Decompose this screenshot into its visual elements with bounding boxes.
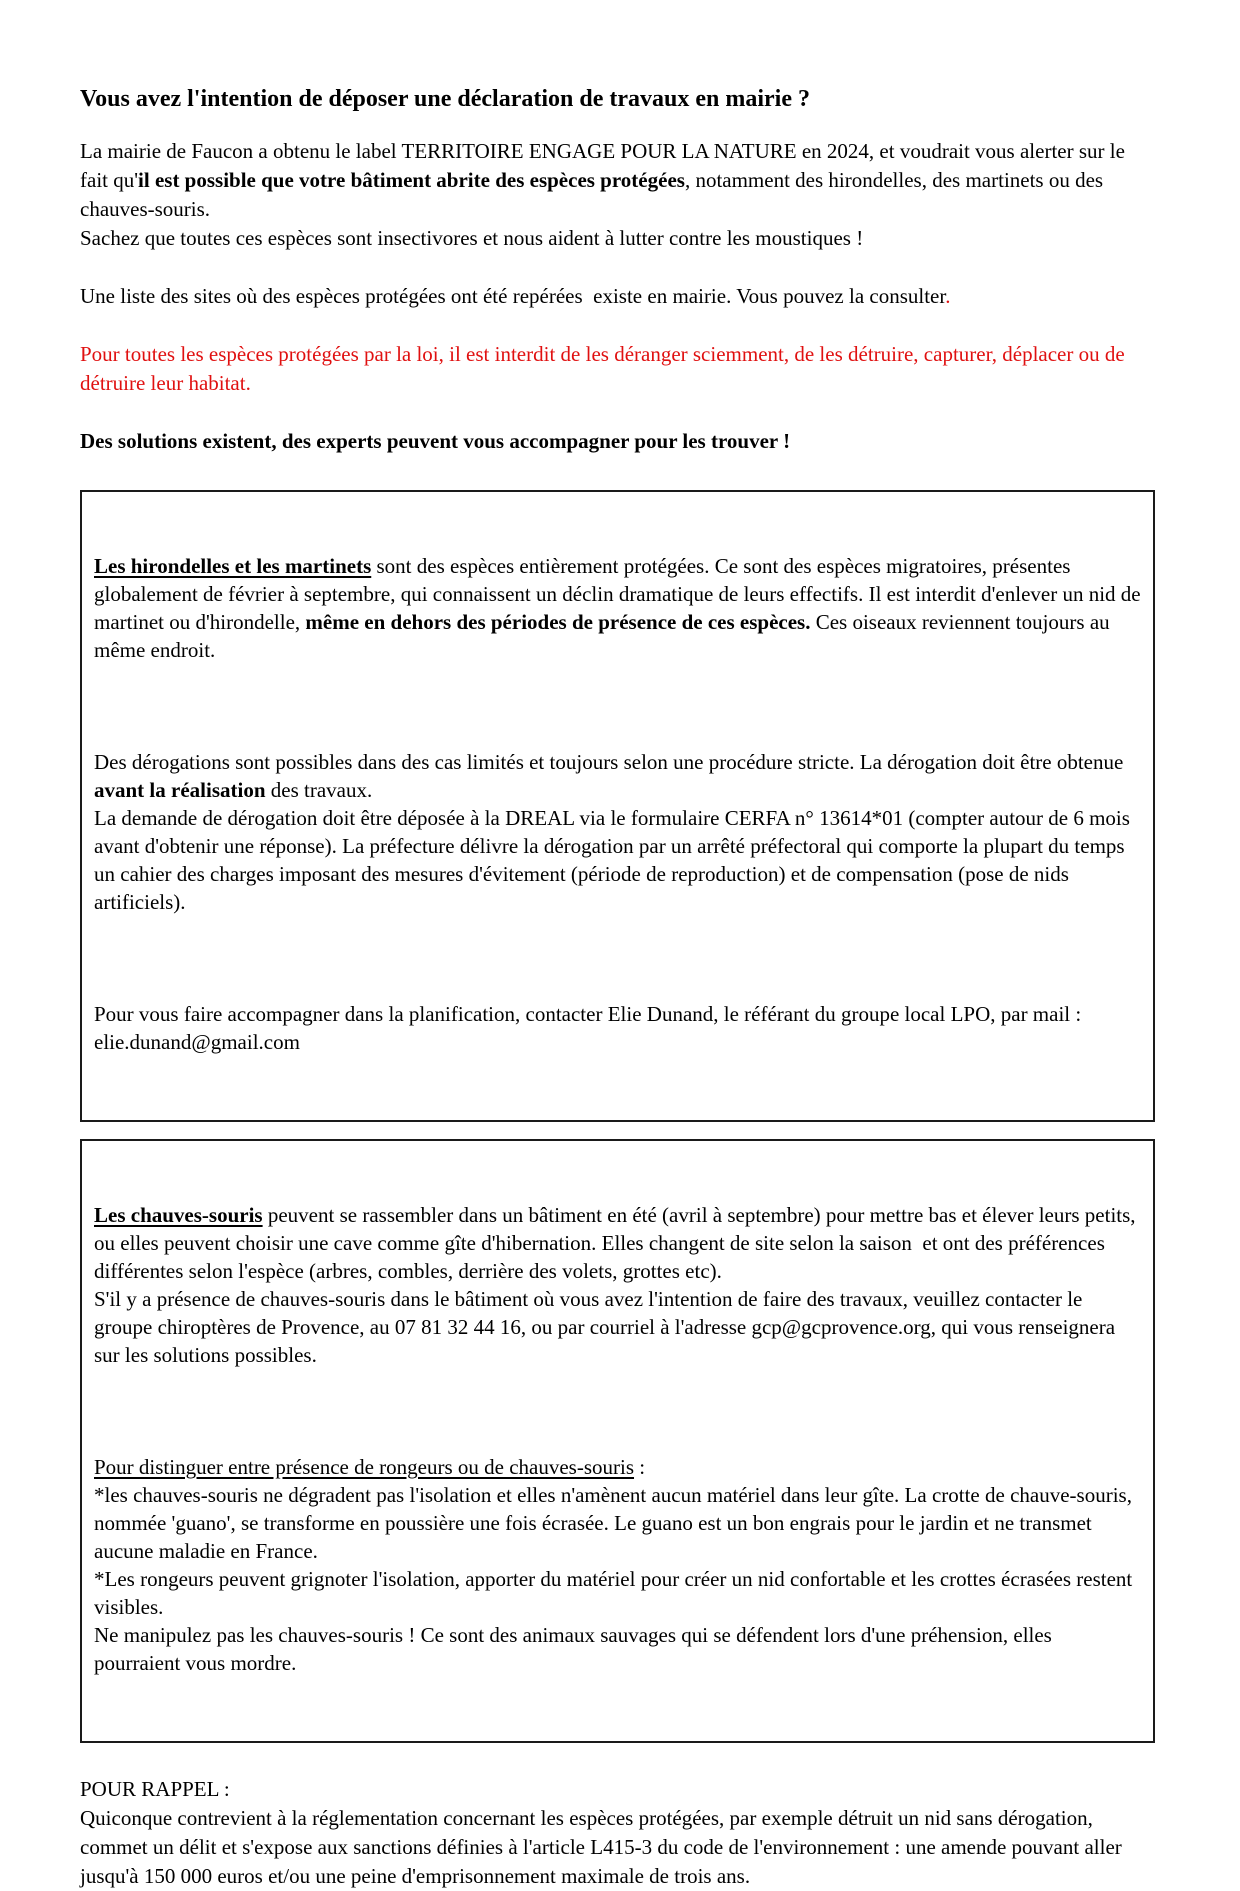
birds-p1-bold-emphasis: même en dehors des périodes de présence de ces espèces. [305, 610, 811, 634]
intro-text-end: , notamment des hirondelles, des martinets ou des chauves-souris. [80, 168, 1109, 221]
birds-p1-text: sont des espèces entièrement protégées. Ce sont des espèces migratoires, présentes globalement de février à septembre, qui connaissent un déclin dramatique de leurs effectifs. Il est interdit d'enlever un nid de martinet ou d'hirondelle, [94, 554, 1146, 634]
legal-warning-paragraph: Pour toutes les espèces protégées par la loi, il est interdit de les déranger sciemment, de les détruire, capturer, déplacer ou de détruire leur habitat. [80, 342, 1130, 395]
reminder-section [80, 1775, 1155, 1891]
birds-p2-text: Des dérogations sont possibles dans des cas limités et toujours selon une procédure stricte. La dérogation doit être obtenue [94, 750, 1129, 774]
bats-handling-warning: Ne manipulez pas les chauves-souris ! Ce sont des animaux sauvages qui se défendent lors d'une préhension, elles pourraient vous mordre. [94, 1623, 1058, 1675]
intro-paragraph [80, 137, 1155, 253]
birds-p2-bold-emphasis: avant la réalisation [94, 778, 266, 802]
red-period: . [945, 284, 951, 308]
reminder-label: POUR RAPPEL : [80, 1777, 230, 1801]
birds-contact-text: Pour vous faire accompagner dans la planification, contacter Elie Dunand, le référant du groupe local LPO, par mail : elie.dunand@gmail.com [94, 1002, 1087, 1054]
bats-paragraph-1 [94, 1201, 1141, 1369]
rodents-vs-bats-colon: : [634, 1455, 646, 1479]
site-list-paragraph [80, 282, 1155, 311]
intro-bold-emphasis: il est possible que votre bâtiment abrite des espèces protégées [138, 168, 685, 192]
swallows-swifts-box [80, 490, 1155, 1122]
birds-paragraph-1 [94, 552, 1146, 664]
bats-paragraph-2 [94, 1453, 1141, 1677]
birds-p1-text-end: Ces oiseaux reviennent toujours au même endroit. [94, 610, 1115, 662]
intro-text-start: La mairie de Faucon a obtenu le label TERRITOIRE ENGAGE POUR LA NATURE en 2024, et voudrait vous alerter sur le fait qu' [80, 139, 1131, 192]
intro-insectivores-line: Sachez que toutes ces espèces sont insectivores et nous aident à lutter contre les moustiques ! [80, 226, 864, 250]
bats-box [80, 1139, 1155, 1743]
intro-sentence [80, 137, 1155, 224]
birds-p2-cerfa-text: La demande de dérogation doit être déposée à la DREAL via le formulaire CERFA n° 13614*01 (compter autour de 6 mois avant d'obtenir une réponse). La préfecture délivre la dérogation par un arrêté préfectoral qui comporte la plupart du temps un cahier des charges imposant des mesures d'évitement (période de reproduction) et de compensation (pose de nids artificiels). [94, 806, 1136, 914]
bats-contact-text: S'il y a présence de chauves-souris dans le bâtiment où vous avez l'intention de faire des travaux, veuillez contacter le groupe chiroptères de Provence, au 07 81 32 44 16, ou par courriel à l'adresse gcp@gcprovence.org, qui vous renseignera sur les solutions possibles. [94, 1287, 1121, 1367]
birds-paragraph-3 [94, 1000, 1141, 1056]
bats-p1-text: peuvent se rassembler dans un bâtiment en été (avril à septembre) pour mettre bas et élever leurs petits, ou elles peuvent choisir une cave comme gîte d'hibernation. Elles changent de site selon la saison et ont des préférences différentes selon l'espèce (arbres, combles, derrière des volets, grottes etc). [94, 1203, 1141, 1283]
birds-p2-text-end: des travaux. [265, 778, 373, 802]
bats-guano-text: *les chauves-souris ne dégradent pas l'isolation et elles n'amènent aucun matériel dans leur gîte. La crotte de chauve-souris, nommée 'guano', se transforme en poussière une fois écrasée. Le guano est un bon engrais pour le jardin et ne transmet aucune maladie en France. [94, 1483, 1138, 1563]
page-title: Vous avez l'intention de déposer une déclaration de travaux en mairie ? [80, 86, 810, 112]
reminder-text: Quiconque contrevient à la réglementation concernant les espèces protégées, par exemple détruit un nid sans dérogation, commet un délit et s'expose aux sanctions définies à l'article L415-3 du code de l'environnement : une amende pouvant aller jusqu'à 150 000 euros et/ou une peine d'emprisonnement maximale de trois ans. [80, 1806, 1128, 1888]
bats-box-heading: Les chauves-souris [94, 1203, 263, 1227]
birds-paragraph-2 [94, 748, 1141, 916]
rodents-text: *Les rongeurs peuvent grignoter l'isolation, apporter du matériel pour créer un nid confortable et les crottes écrasées restent visibles. [94, 1567, 1138, 1619]
site-list-text: Une liste des sites où des espèces protégées ont été repérées existe en mairie. Vous pouvez la consulter [80, 284, 946, 308]
solutions-statement: Des solutions existent, des experts peuvent vous accompagner pour les trouver ! [80, 429, 791, 453]
rodents-vs-bats-heading: Pour distinguer entre présence de rongeurs ou de chauves-souris [94, 1455, 635, 1479]
birds-box-heading: Les hirondelles et les martinets [94, 554, 372, 578]
